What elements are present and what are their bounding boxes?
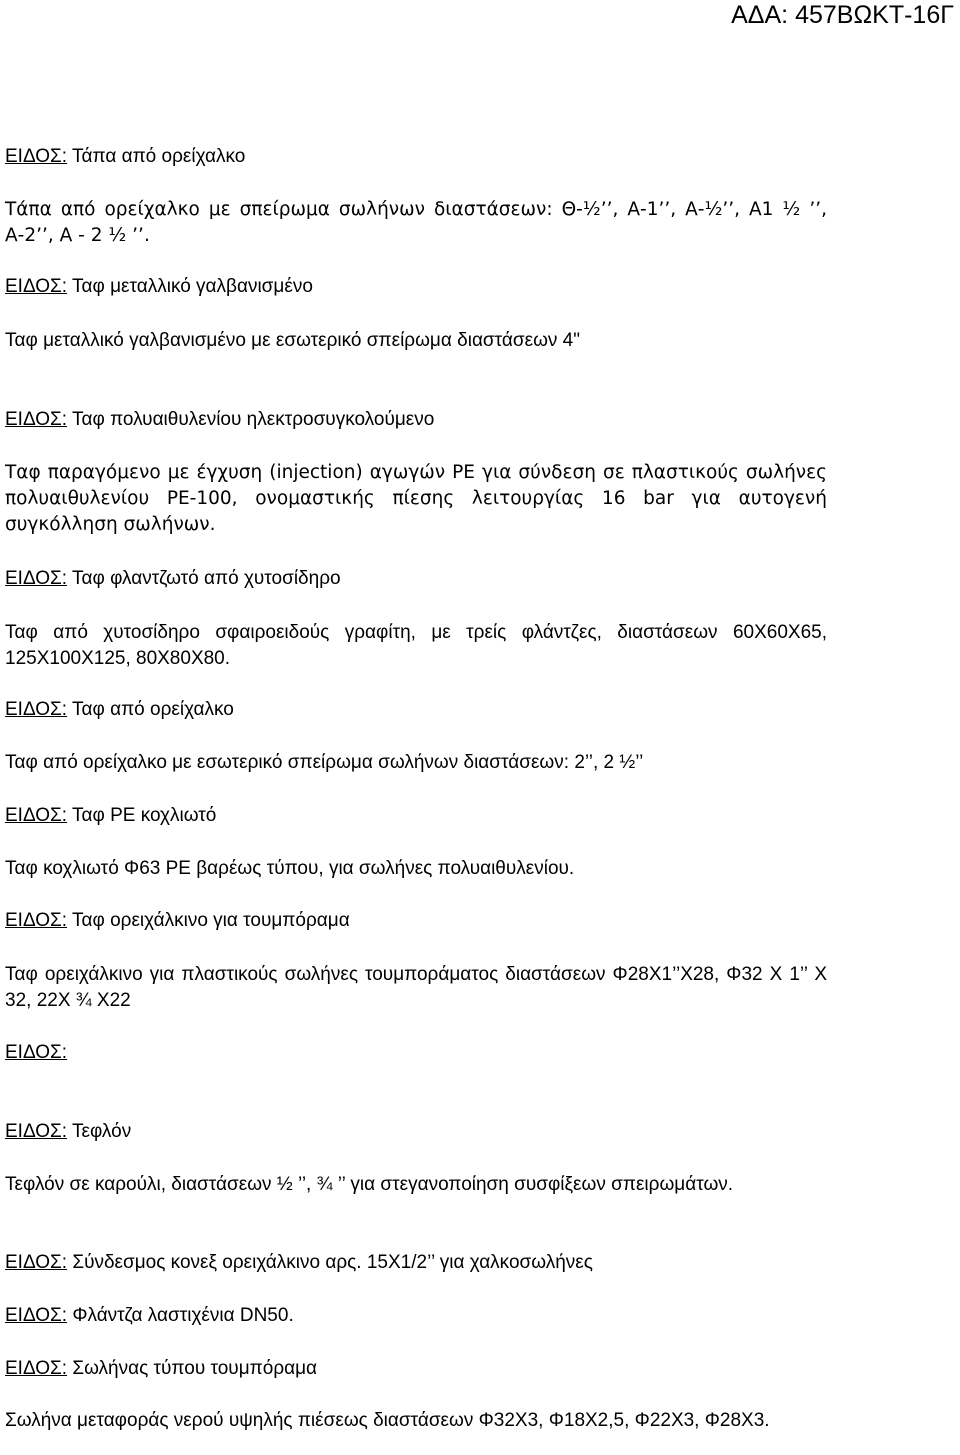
item-title: Ταφ φλαντζωτό από χυτοσίδηρο — [67, 568, 341, 589]
eidos-label: ΕΙΔΟΣ: — [5, 1305, 68, 1326]
item-heading — [5, 1303, 827, 1329]
eidos-label: ΕΙΔΟΣ: — [5, 805, 68, 826]
item-title-rest: PE κοχλιωτό — [110, 805, 217, 826]
item-description: Ταφ παραγόμενο με έγχυση (injection) αγωγών PE για σύνδεση σε πλαστικούς σωλήνες πολυαιθυλενίου PE-100, ονομαστικής πίεσης λειτουργίας 16 bar για αυτογενή συγκόλληση σωλήνων. — [5, 462, 827, 535]
eidos-label: ΕΙΔΟΣ: — [5, 146, 68, 167]
eidos-label: ΕΙΔΟΣ: — [5, 1358, 68, 1379]
item-heading — [5, 274, 827, 300]
item-description: Σωλήνα μεταφοράς νερού υψηλής πιέσεως διαστάσεων Φ32Χ3, Φ18Χ2,5, Φ22Χ3, Φ28Χ3. — [5, 1410, 770, 1431]
item-description: Ταφ κοχλιωτό Φ63 PE βαρέως τύπου, για σωλήνες πολυαιθυλενίου. — [5, 858, 575, 879]
eidos-label: ΕΙΔΟΣ: — [5, 409, 68, 430]
item-heading — [5, 1119, 827, 1145]
item-heading — [5, 144, 827, 170]
item-heading — [5, 407, 827, 433]
item-heading — [5, 803, 827, 829]
item-title: Ταφ πολυαιθυλενίου ηλεκτροσυγκολούμενο — [67, 409, 435, 430]
item-description: Ταφ μεταλλικό γαλβανισμένο με εσωτερικό σπείρωμα διαστάσεων 4" — [5, 330, 580, 351]
item-heading — [5, 1250, 827, 1276]
item-description: Ταφ ορειχάλκινο για πλαστικούς σωλήνες τουμποράματος διαστάσεων Φ28Χ1’’Χ28, Φ32 Χ 1’’ Χ 32, 22Χ ¾ Χ22 — [5, 964, 827, 1011]
item-title: Σωλήνας τύπου τουμπόραμα — [67, 1358, 318, 1379]
item-title: Ταφ από ορείχαλκο — [67, 699, 234, 720]
eidos-label: ΕΙΔΟΣ: — [5, 910, 68, 931]
item-title: Τάπα από ορείχαλκο — [67, 146, 246, 167]
item-description: Ταφ από χυτοσίδηρο σφαιροειδούς γραφίτη, με τρείς φλάντζες, διαστάσεων 60Χ60Χ65, 125Χ100Χ125, 80Χ80Χ80. — [5, 622, 827, 669]
item-title: Σύνδεσμος κονεξ ορειχάλκινο αρς. 15Χ1/2’’ για χαλκοσωλήνες — [67, 1252, 593, 1273]
item-title: Ταφ — [67, 805, 111, 826]
item-heading — [5, 1356, 827, 1382]
item-title: Ταφ μεταλλικό γαλβανισμένο — [67, 276, 313, 297]
item-description: Τάπα από ορείχαλκο με σπείρωμα σωλήνων διαστάσεων: Θ-½’’, Α-1’’, Α-½’’, Α1 ½ ’’, Α-2’’, Α - 2 ½ ’’. — [5, 199, 827, 246]
item-title: Ταφ ορειχάλκινο για τουμπόραμα — [67, 910, 350, 931]
eidos-label: ΕΙΔΟΣ: — [5, 276, 68, 297]
item-heading — [5, 697, 827, 723]
item-heading — [5, 908, 827, 934]
eidos-label: ΕΙΔΟΣ: — [5, 568, 68, 589]
eidos-label: ΕΙΔΟΣ: — [5, 699, 68, 720]
item-heading — [5, 566, 827, 592]
item-title: Φλάντζα λαστιχένια DN50. — [67, 1305, 294, 1326]
item-heading — [5, 1040, 827, 1066]
item-description: Ταφ από ορείχαλκο με εσωτερικό σπείρωμα σωλήνων διαστάσεων: 2’’, 2 ½’’ — [5, 752, 644, 773]
eidos-label: ΕΙΔΟΣ: — [5, 1121, 68, 1142]
ada-code: ΑΔΑ: 457ΒΩΚΤ-16Γ — [731, 1, 954, 29]
item-title: Τεφλόν — [67, 1121, 132, 1142]
item-description: Τεφλόν σε καρούλι, διαστάσεων ½ ’’, ¾ ’’ για στεγανοποίηση συσφίξεων σπειρωμάτων. — [5, 1174, 734, 1195]
eidos-label: ΕΙΔΟΣ: — [5, 1042, 68, 1063]
eidos-label: ΕΙΔΟΣ: — [5, 1252, 68, 1273]
